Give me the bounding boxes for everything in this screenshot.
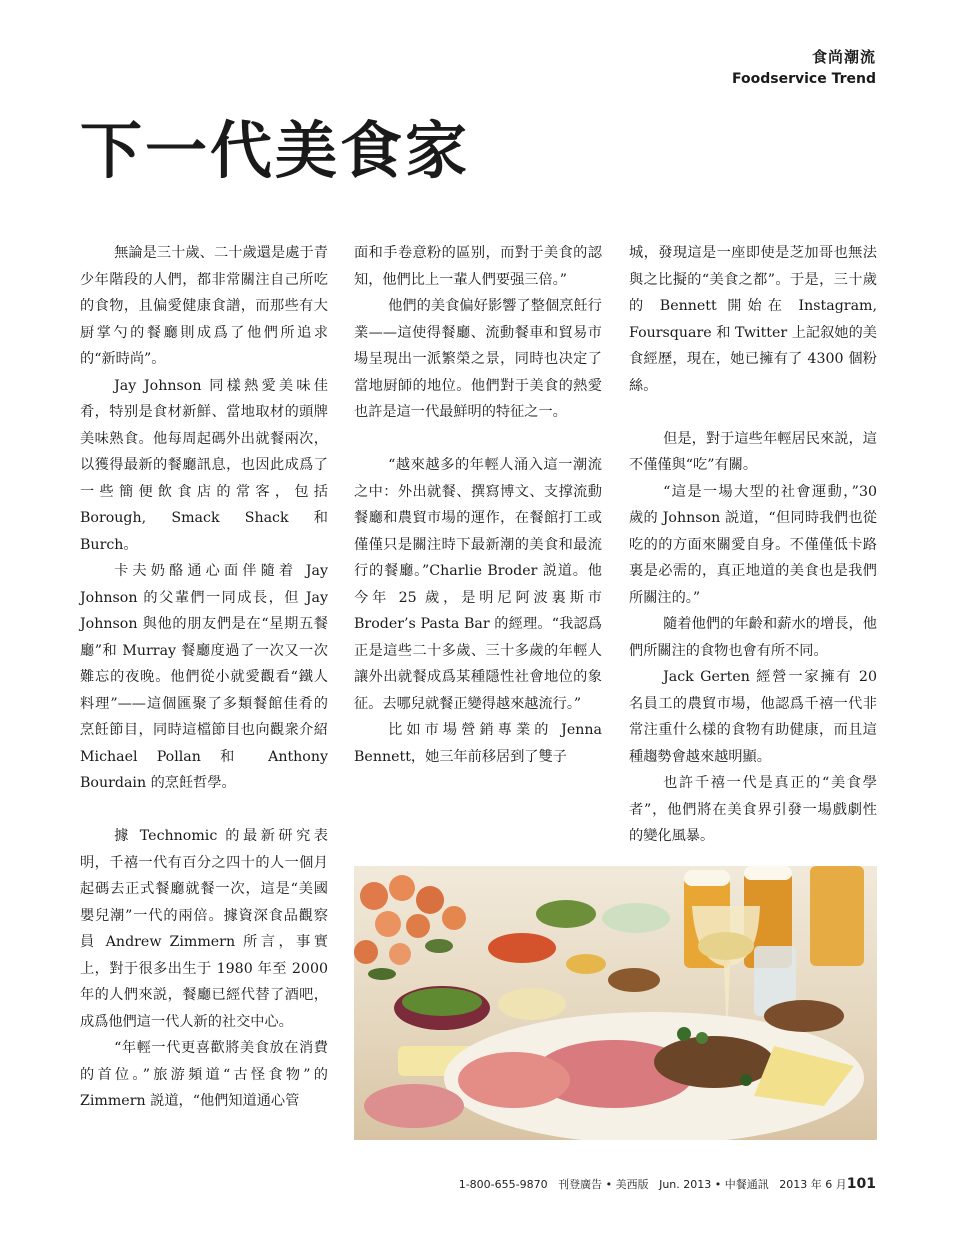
text-column-1	[80, 240, 328, 1115]
footer-month-year: Jun. 2013	[659, 1178, 712, 1191]
paragraph: Jack Gerten 經營一家擁有 20 名員工的農貿市場，他認爲千禧一代非常注重什么樣的食物有助健康，而且這種趨勢會越來越明顯。	[629, 669, 877, 765]
footer-phone: 1-800-655-9870	[458, 1178, 548, 1191]
paragraph: 但是，對于這些年輕居民來説，這不僅僅與“吃”有關。	[629, 430, 877, 473]
footer-publication: • 中餐通訊	[714, 1178, 769, 1191]
footer-edition: 刊登廣告 • 美西版	[558, 1178, 649, 1191]
paragraph: 面和手卷意粉的區别，而對于美食的認知，他們比上一輩人們要强三倍。”	[354, 245, 602, 288]
section-name-cn: 食尚潮流	[811, 48, 876, 66]
roses-icon	[354, 875, 466, 980]
paragraph: Jay Johnson 同樣熱愛美味佳肴，特别是食材新鮮、當地取材的頭牌美味熟食。他每周起碼外出就餐兩次，以獲得最新的餐廳訊息，也因此成爲了一些簡便飲食店的常客，包括 Borough, Smack Shack 和 Burch。	[80, 377, 328, 553]
page-number: 101	[846, 1176, 876, 1192]
paragraph: 卡夫奶酪通心面伴隨着 Jay Johnson 的父輩們一同成長，但 Jay Johnson 與他的朋友們是在“星期五餐廳”和 Murray 餐廳度過了一次又一次難忘的夜晚。他們從小就愛觀看“鐵人料理”——這個匯聚了多類餐館佳肴的烹飪節目，同時這檔節目也向觀衆介紹 Michael Pollan 和 Anthony Bourdain 的烹飪哲學。	[80, 563, 328, 791]
paragraph: “這是一場大型的社會運動，”30 歲的 Johnson 説道，“但同時我們也從吃的的方面來關愛自身。不僅僅低卡路裏是必需的，真正地道的美食也是我們所關注的。”	[629, 483, 877, 606]
food-platter-photo	[354, 866, 877, 1140]
paragraph: 他們的美食偏好影響了整個烹飪行業——這使得餐廳、流動餐車和貿易市場呈現出一派繁榮之景，同時也决定了當地厨師的地位。他們對于美食的熱愛也許是這一代最鮮明的特征之一。	[354, 298, 602, 420]
article-title: 下一代美食家	[80, 114, 471, 187]
text-column-3	[629, 240, 877, 850]
paragraph: 無論是三十歲、二十歲還是處于青少年階段的人們，都非常關注自己所吃的食物，且偏愛健康食譜，而那些有大厨掌勺的餐廳則成爲了他們所追求的“新時尚”。	[80, 245, 328, 367]
paragraph: 隨着他們的年齡和薪水的增長，他們所關注的食物也會有所不同。	[629, 616, 877, 659]
paragraph: 城，發現這是一座即使是芝加哥也無法與之比擬的“美食之都”。于是，三十歲的 Bennett 開始在 Instagram, Foursquare 和 Twitter 上記叙她的美食經歷，現在，她已擁有了 4300 個粉絲。	[629, 245, 877, 394]
paragraph: “越來越多的年輕人涌入這一潮流之中：外出就餐、撰寫博文、支撑流動餐廳和農貿市場的運作，在餐館打工或僅僅只是關注時下最新潮的美食和最流行的餐廳。”Charlie Broder 説道。他今年 25 歲，是明尼阿波裏斯市 Broder’s Pasta Bar 的經理。“我認爲正是這些二十多歲、三十多歲的年輕人讓外出就餐成爲某種隱性社會地位的象征。去哪兒就餐正變得越來越流行。”	[354, 457, 602, 712]
text-column-2	[354, 240, 602, 770]
paragraph: 也許千禧一代是真正的“美食學者”，他們將在美食界引發一場戲劇性的變化風暴。	[629, 775, 877, 844]
section-header	[732, 46, 876, 87]
paragraph: “年輕一代更喜歡將美食放在消費的首位。”旅游頻道“古怪食物”的 Zimmern 説道，“他們知道通心管	[80, 1040, 328, 1109]
paragraph: 據 Technomic 的最新研究表明，千禧一代有百分之四十的人一個月起碼去正式餐廳就餐一次，這是“美國嬰兒潮”一代的兩倍。據資深食品觀察員 Andrew Zimmern 所言，事實上，對于很多出生于 1980 年至 2000 年的人們來説，餐廳已經代替了酒吧，成爲他們這一代人新的社交中心。	[80, 828, 328, 1030]
paragraph: 比如市場營銷專業的 Jenna Bennett，她三年前移居到了雙子	[354, 722, 602, 765]
section-name-en: Foodservice Trend	[732, 71, 876, 87]
footer-date: 2013 年 6 月	[779, 1178, 847, 1191]
page-footer	[459, 1176, 876, 1192]
